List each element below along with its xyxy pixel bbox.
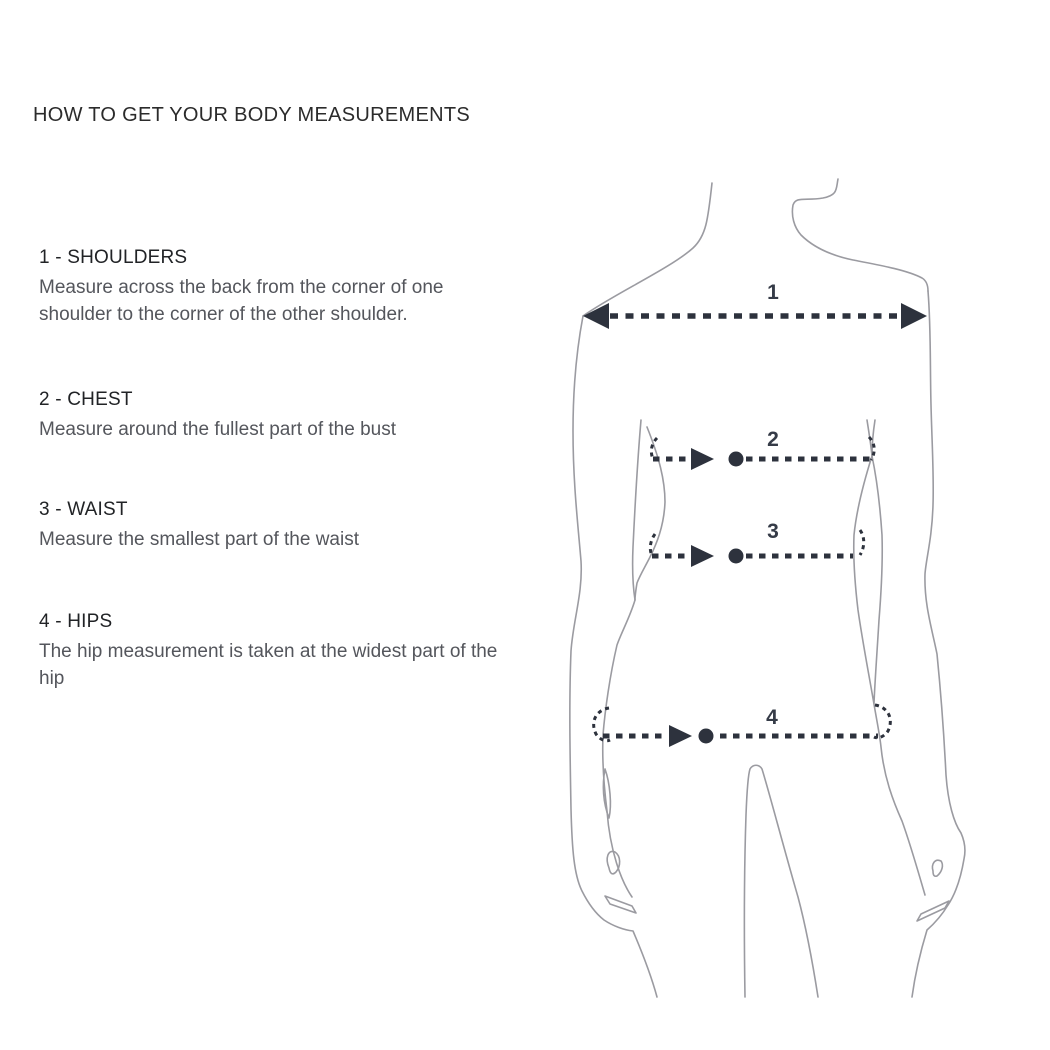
inner-leg-lines xyxy=(744,765,818,997)
label-hips: 4 xyxy=(766,706,778,729)
neck-line xyxy=(583,183,712,316)
wrap-mark-right xyxy=(860,530,864,555)
section-description: Measure across the back from the corner of one shoulder to the corner of the other shoulder. xyxy=(39,277,444,325)
section-heading: 4 - HIPS xyxy=(39,611,113,632)
section-chest xyxy=(39,388,504,443)
section-heading: 3 - WAIST xyxy=(39,499,128,520)
left-arm-outline xyxy=(570,316,657,997)
section-description: Measure around the fullest part of the bust xyxy=(39,419,396,440)
arrow-right-icon xyxy=(669,725,692,747)
label-chest: 2 xyxy=(767,428,779,451)
label-shoulders: 1 xyxy=(767,281,779,304)
body-measurement-diagram xyxy=(560,175,980,1015)
section-hips xyxy=(39,610,504,692)
section-description: The hip measurement is taken at the widest part of the hip xyxy=(39,641,498,689)
measure-dot xyxy=(729,549,744,564)
right-arm-outline xyxy=(912,291,965,997)
torso-left-edge xyxy=(603,420,641,897)
waist-measure-line xyxy=(650,530,863,567)
left-hand-finger-gap xyxy=(605,896,636,913)
page-title: HOW TO GET YOUR BODY MEASUREMENTS xyxy=(33,104,471,126)
arrow-right-icon xyxy=(691,448,714,470)
section-description: Measure the smallest part of the waist xyxy=(39,529,359,550)
hip-measure-line xyxy=(594,705,891,747)
label-waist: 3 xyxy=(767,520,779,543)
section-heading: 1 - SHOULDERS xyxy=(39,247,188,268)
measure-dot xyxy=(699,729,714,744)
section-waist xyxy=(39,498,504,553)
section-heading: 2 - CHEST xyxy=(39,389,133,410)
torso-right-edge xyxy=(854,420,925,895)
measure-dot xyxy=(729,452,744,467)
right-hand-thumb xyxy=(932,860,942,876)
shoulder-measure-line xyxy=(583,303,927,329)
hair-line xyxy=(792,179,928,291)
arrow-right-icon xyxy=(691,545,714,567)
section-shoulders xyxy=(39,246,504,328)
arrow-right-icon xyxy=(901,303,927,329)
